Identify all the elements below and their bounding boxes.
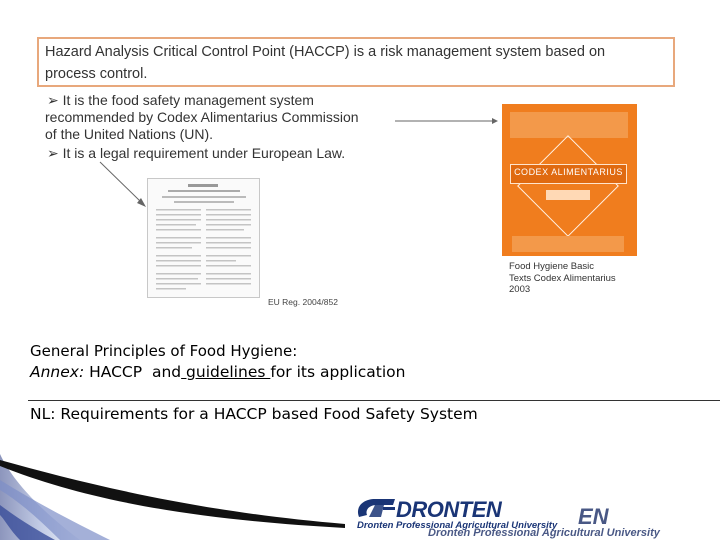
- nl-text: : Requirements for a HACCP based Food Safety System: [50, 405, 478, 423]
- codex-caption: [509, 261, 616, 296]
- general-principles-heading: General Principles of Food Hygiene:: [30, 342, 298, 360]
- bullet-1-line-3: of the United Nations (UN).: [45, 126, 214, 142]
- codex-cover-footer: [512, 236, 624, 252]
- callout-line-1: Hazard Analysis Critical Control Point (HACCP) is a risk management system based on: [45, 44, 606, 60]
- bullet-1-line-1: ➢ It is the food safety management system: [47, 92, 314, 108]
- annex-line: [30, 363, 406, 381]
- codex-caption-line-1: Food Hygiene Basic: [509, 261, 595, 272]
- annex-label: Annex:: [30, 363, 85, 381]
- bullet-2: ➢ It is a legal requirement under European Law.: [47, 145, 346, 161]
- document-text-lines: [148, 179, 259, 297]
- logo-ghost-tagline: Dronten Professional Agricultural University: [428, 527, 660, 539]
- divider-line: [28, 400, 720, 401]
- guidelines-link[interactable]: guidelines: [181, 363, 271, 381]
- codex-cover-title: CODEX ALIMENTARIUS: [514, 167, 623, 177]
- cah-logo-icon: [355, 497, 397, 521]
- callout-line-2: process control.: [45, 66, 148, 82]
- decorative-swoosh: [0, 450, 400, 540]
- eu-regulation-document-thumbnail: [147, 178, 260, 298]
- annex-text-pre: HACCP and: [84, 363, 182, 381]
- codex-caption-line-3: 2003: [509, 284, 531, 295]
- nl-line: [30, 405, 478, 423]
- bullet-1-line-2: recommended by Codex Alimentarius Commission: [45, 109, 359, 125]
- codex-cover-header: [510, 112, 628, 138]
- logo-wordmark: DRONTEN: [396, 497, 502, 522]
- regulation-caption: EU Reg. 2004/852: [268, 297, 338, 307]
- annex-text-post: for its application: [270, 363, 406, 381]
- codex-caption-line-2: Texts Codex Alimentarius: [509, 272, 616, 284]
- logo-tagline: Dronten Professional Agricultural University: [357, 520, 558, 531]
- logo-ghost-suffix: EN: [578, 504, 609, 529]
- codex-cover-subtitle-block: [546, 190, 590, 200]
- nl-label: NL: [30, 405, 51, 423]
